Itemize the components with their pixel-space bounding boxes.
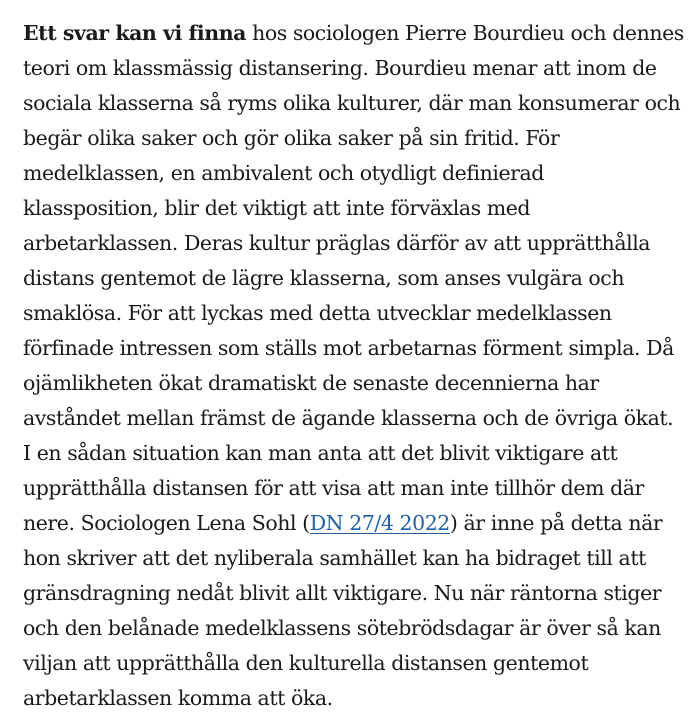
paragraph-lead: Ett svar kan vi finna <box>23 21 246 45</box>
paragraph-text-before-link: hos sociologen Pierre Bourdieu och dennes teori om klassmässig distansering. Bourdieu menar att inom de sociala klasserna så ryms olika kulturer, där man konsumerar och begär olika saker och gör olika saker på sin fritid. För medelklassen, en ambivalent och otydligt definierad klassposition, blir det viktigt att inte förväxlas med arbetarklassen. Deras kultur präglas därför av att upprätthålla distans gentemot de lägre klasserna, som anses vulgära och smaklösa. För att lyckas med detta utvecklar medelklassen förfinade intressen som ställs mot arbetarnas förment simpla. Då ojämlikheten ökat dramatiskt de senaste decennierna har avståndet mellan främst de ägande klasserna och de övriga ökat. I en sådan situation kan man anta att det blivit viktigare att upprätthålla distansen för att visa att man inte tillhör dem där nere. Sociologen Lena Sohl ( <box>23 21 684 535</box>
article-paragraph <box>23 16 684 716</box>
dn-reference-link[interactable]: DN 27/4 2022 <box>309 511 450 535</box>
paragraph-text-after-link: ) är inne på detta när hon skriver att det nyliberala samhället kan ha bidraget till att gränsdragning nedåt blivit allt viktigare. Nu när räntorna stiger och den belånade medelklassens sötebrödsdagar är över så kan viljan att upprätthålla den kulturella distansen gentemot arbetarklassen komma att öka. <box>23 511 663 710</box>
